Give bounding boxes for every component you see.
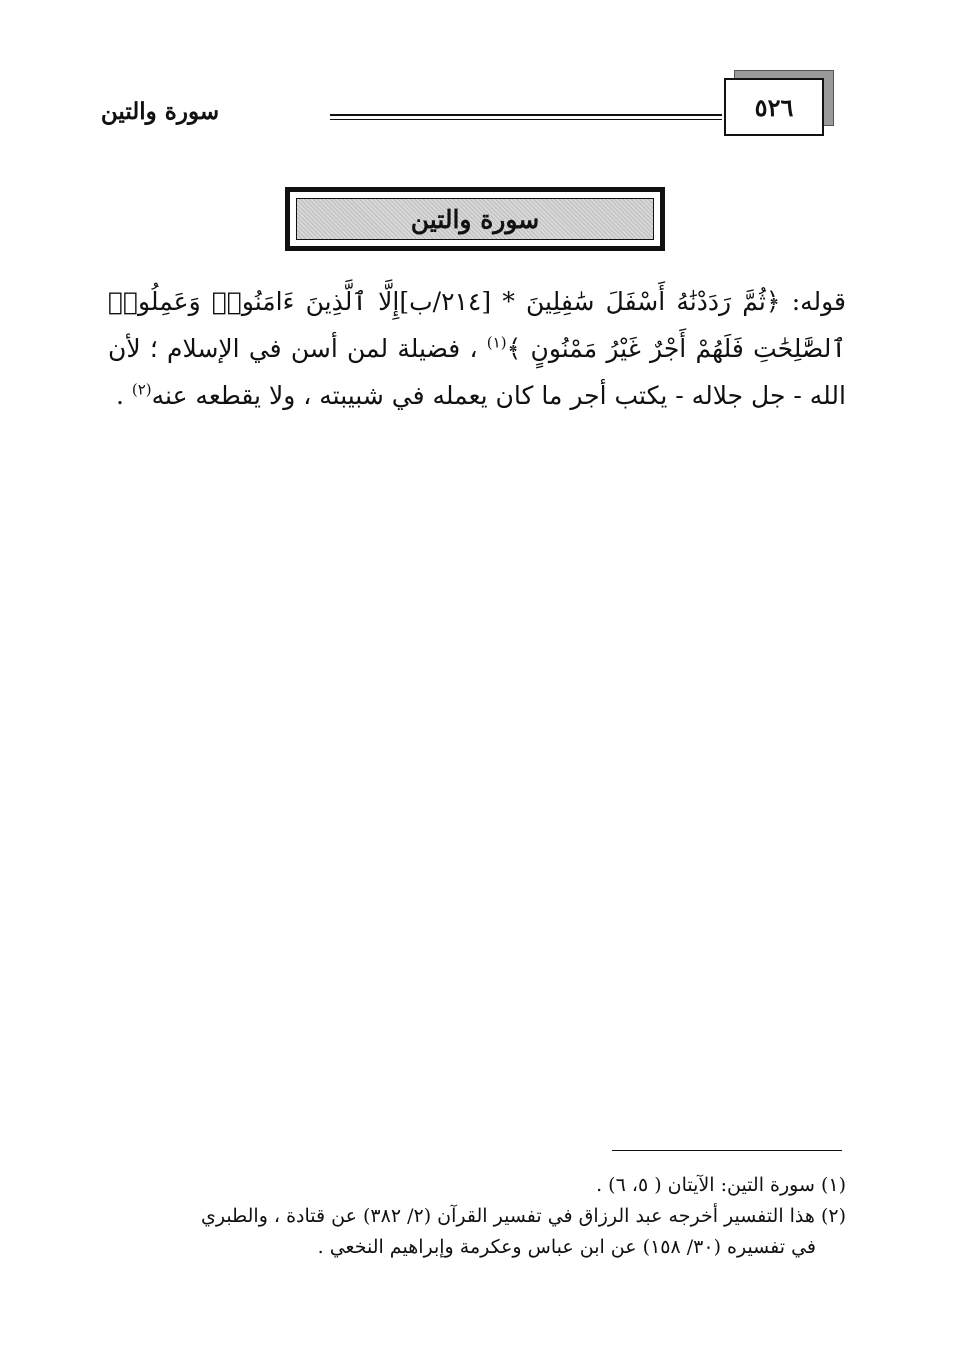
running-title: سورة والتين	[100, 98, 220, 125]
end-punctuation: .	[115, 381, 124, 410]
footnotes	[108, 1170, 846, 1263]
header-rule	[330, 114, 722, 120]
commentary-text: ، فضيلة لمن أسن في الإسلام ؛ لأن الله - جل جلاله - يكتب أجر ما كان يعمله في شبيبته ، ولا يقطعه عنه	[108, 334, 846, 410]
quran-verse-part-2: إِلَّا ٱلَّذِينَ ءَامَنُوا۟ وَعَمِلُوا۟ ٱلصَّٰلِحَٰتِ فَلَهُمْ أَجْرٌ غَيْرُ مَمْنُونٍ ﴾	[108, 287, 846, 363]
footnote-ref-2: (٢)	[131, 380, 152, 399]
quran-verse-part-1: ﴿ثُمَّ رَدَدْنَٰهُ أَسْفَلَ سَٰفِلِينَ *	[491, 287, 781, 316]
footnote-separator	[612, 1150, 842, 1151]
intro-word: قوله:	[791, 287, 846, 316]
folio-marker: [٢١٤/ب]	[399, 287, 492, 316]
surah-title-frame	[285, 187, 665, 251]
footnote-2-line-2: في تفسيره (٣٠/ ١٥٨) عن ابن عباس وعكرمة وإبراهيم النخعي .	[317, 1236, 816, 1258]
page-number-box	[724, 78, 824, 134]
body-paragraph	[108, 278, 846, 419]
page-number: ٥٢٦	[724, 78, 824, 136]
footnote-2-line-1: (٢) هذا التفسير أخرجه عبد الرزاق في تفسير القرآن (٢/ ٣٨٢) عن قتادة ، والطبري	[200, 1205, 846, 1227]
surah-title: سورة والتين	[410, 204, 540, 234]
footnote-ref-1: (١)	[486, 333, 507, 352]
footnote-1: (١) سورة التين: الآيتان ( ٥، ٦) .	[596, 1174, 846, 1196]
surah-title-panel	[296, 198, 654, 240]
